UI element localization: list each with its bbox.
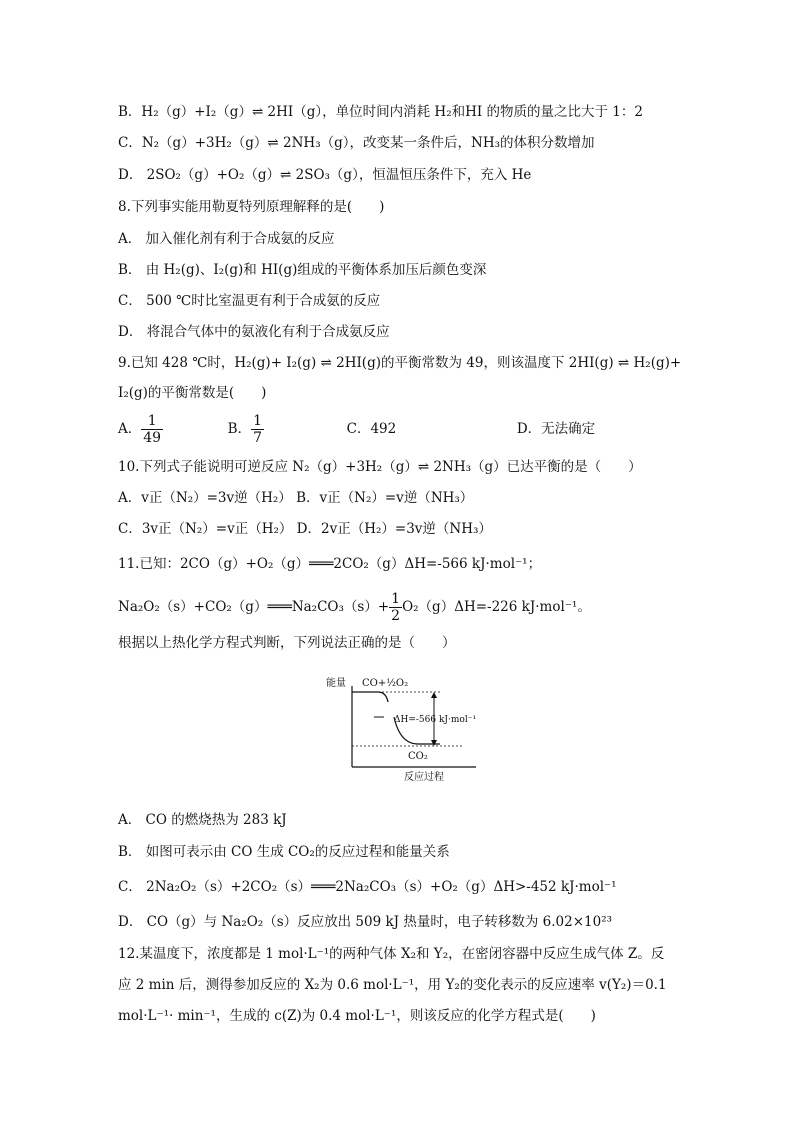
- q10-options-ab: A．v正（N₂）=3v逆（H₂） B．v正（N₂）=v逆（NH₃）: [118, 490, 474, 506]
- y-axis-label: 能量: [326, 678, 346, 689]
- q9-option-d: D．无法确定: [516, 421, 596, 437]
- q11-given2-post: O₂（g）ΔH=-226 kJ·mol⁻¹。: [402, 599, 591, 615]
- q9-a-label: A．: [118, 421, 142, 437]
- q9-stem-line2: I₂(g)的平衡常数是( ): [118, 385, 267, 401]
- top-label: CO+½O₂: [362, 678, 409, 689]
- q11-option-d: D． CO（g）与 Na₂O₂（s）反应放出 509 kJ 热量时，电子转移数为 6.02×10²³: [118, 914, 613, 930]
- q9-stem-line1: 9.已知 428 ℃时，H₂(g)+ I₂(g) ⇌ 2HI(g)的平衡常数为 49，则该温度下 2HI(g) ⇌ H₂(g)+: [118, 355, 682, 371]
- q12-line1: 12.某温度下，浓度都是 1 mol·L⁻¹的两种气体 X₂和 Y₂，在密闭容器中反应生成气体 Z。反: [118, 946, 665, 962]
- delta-h-label: ΔH=-566 kJ·mol⁻¹: [394, 715, 477, 725]
- q8-option-d: D． 将混合气体中的氨液化有利于合成氨反应: [118, 324, 390, 340]
- curve-top: [378, 692, 388, 702]
- q8-option-b: B． 由 H₂(g)、I₂(g)和 HI(g)组成的平衡体系加压后颜色变深: [118, 262, 487, 278]
- bottom-label: CO₂: [408, 751, 428, 762]
- q9-a-num: 1: [141, 413, 163, 430]
- q11-given2-pre: Na₂O₂（s）+CO₂（g）═══Na₂CO₃（s）+: [118, 599, 390, 615]
- q10-stem: 10.下列式子能说明可逆反应 N₂（g）+3H₂（g）⇌ 2NH₃（g）已达平衡的是（ ）: [118, 459, 642, 475]
- q9-b-den: 7: [253, 430, 263, 446]
- q7-option-d: D． 2SO₂（g）+O₂（g）⇌ 2SO₃（g），恒温恒压条件下，充入 He: [118, 167, 532, 183]
- q8-option-a: A． 加入催化剂有利于合成氨的反应: [118, 231, 335, 247]
- x-axis-label: 反应过程: [404, 772, 444, 782]
- q11-given2: [118, 590, 591, 624]
- q7-option-c: C．N₂（g）+3H₂（g）⇌ 2NH₃（g），改变某一条件后，NH₃的体积分数增加: [118, 135, 595, 151]
- q11-stem: 根据以上热化学方程式判断，下列说法正确的是（ ）: [118, 635, 456, 651]
- q11-half-den: 2: [391, 608, 401, 624]
- q10-options-cd: C．3v正（N₂）=v正（H₂） D．2v正（H₂）=3v逆（NH₃）: [118, 521, 492, 537]
- q11-option-a: A． CO 的燃烧热为 283 kJ: [118, 812, 287, 828]
- energy-diagram: [324, 672, 479, 782]
- q11-given1: 11.已知：2CO（g）+O₂（g）═══2CO₂（g）ΔH=-566 kJ·mol⁻¹；: [118, 556, 542, 572]
- q8-stem: 8.下列事实能用勒夏特列原理解释的是( ): [118, 199, 385, 215]
- q11-half-num: 1: [391, 591, 401, 607]
- q8-option-c: C． 500 ℃时比室温更有利于合成氨的反应: [118, 293, 381, 309]
- q12-line3: mol·L⁻¹· min⁻¹，生成的 c(Z)为 0.4 mol·L⁻¹，则该反应的化学方程式是( ): [118, 1008, 596, 1024]
- q9-b-fraction: [251, 413, 264, 446]
- q9-a-den: 49: [143, 430, 162, 446]
- q9-options: [118, 411, 595, 447]
- q9-option-c: C．492: [346, 421, 397, 437]
- energy-diagram-svg: [324, 672, 479, 782]
- q11-half-fraction: [389, 591, 402, 624]
- q9-a-fraction: [141, 413, 163, 446]
- q11-option-c: C． 2Na₂O₂（s）+2CO₂（s）═══2Na₂CO₃（s）+O₂（g）ΔH>-452 kJ·mol⁻¹: [118, 879, 617, 895]
- q9-b-label: B．: [227, 421, 252, 437]
- q12-line2: 应 2 min 后，测得参加反应的 X₂为 0.6 mol·L⁻¹，用 Y₂的变化表示的反应速率 v(Y₂)＝0.1: [118, 977, 667, 993]
- q9-b-num: 1: [253, 413, 263, 429]
- q7-option-b: B．H₂（g）+I₂（g）⇌ 2HI（g），单位时间内消耗 H₂和HI 的物质的量之比大于 1：2: [118, 104, 643, 120]
- q11-option-b: B． 如图可表示由 CO 生成 CO₂的反应过程和能量关系: [118, 844, 450, 860]
